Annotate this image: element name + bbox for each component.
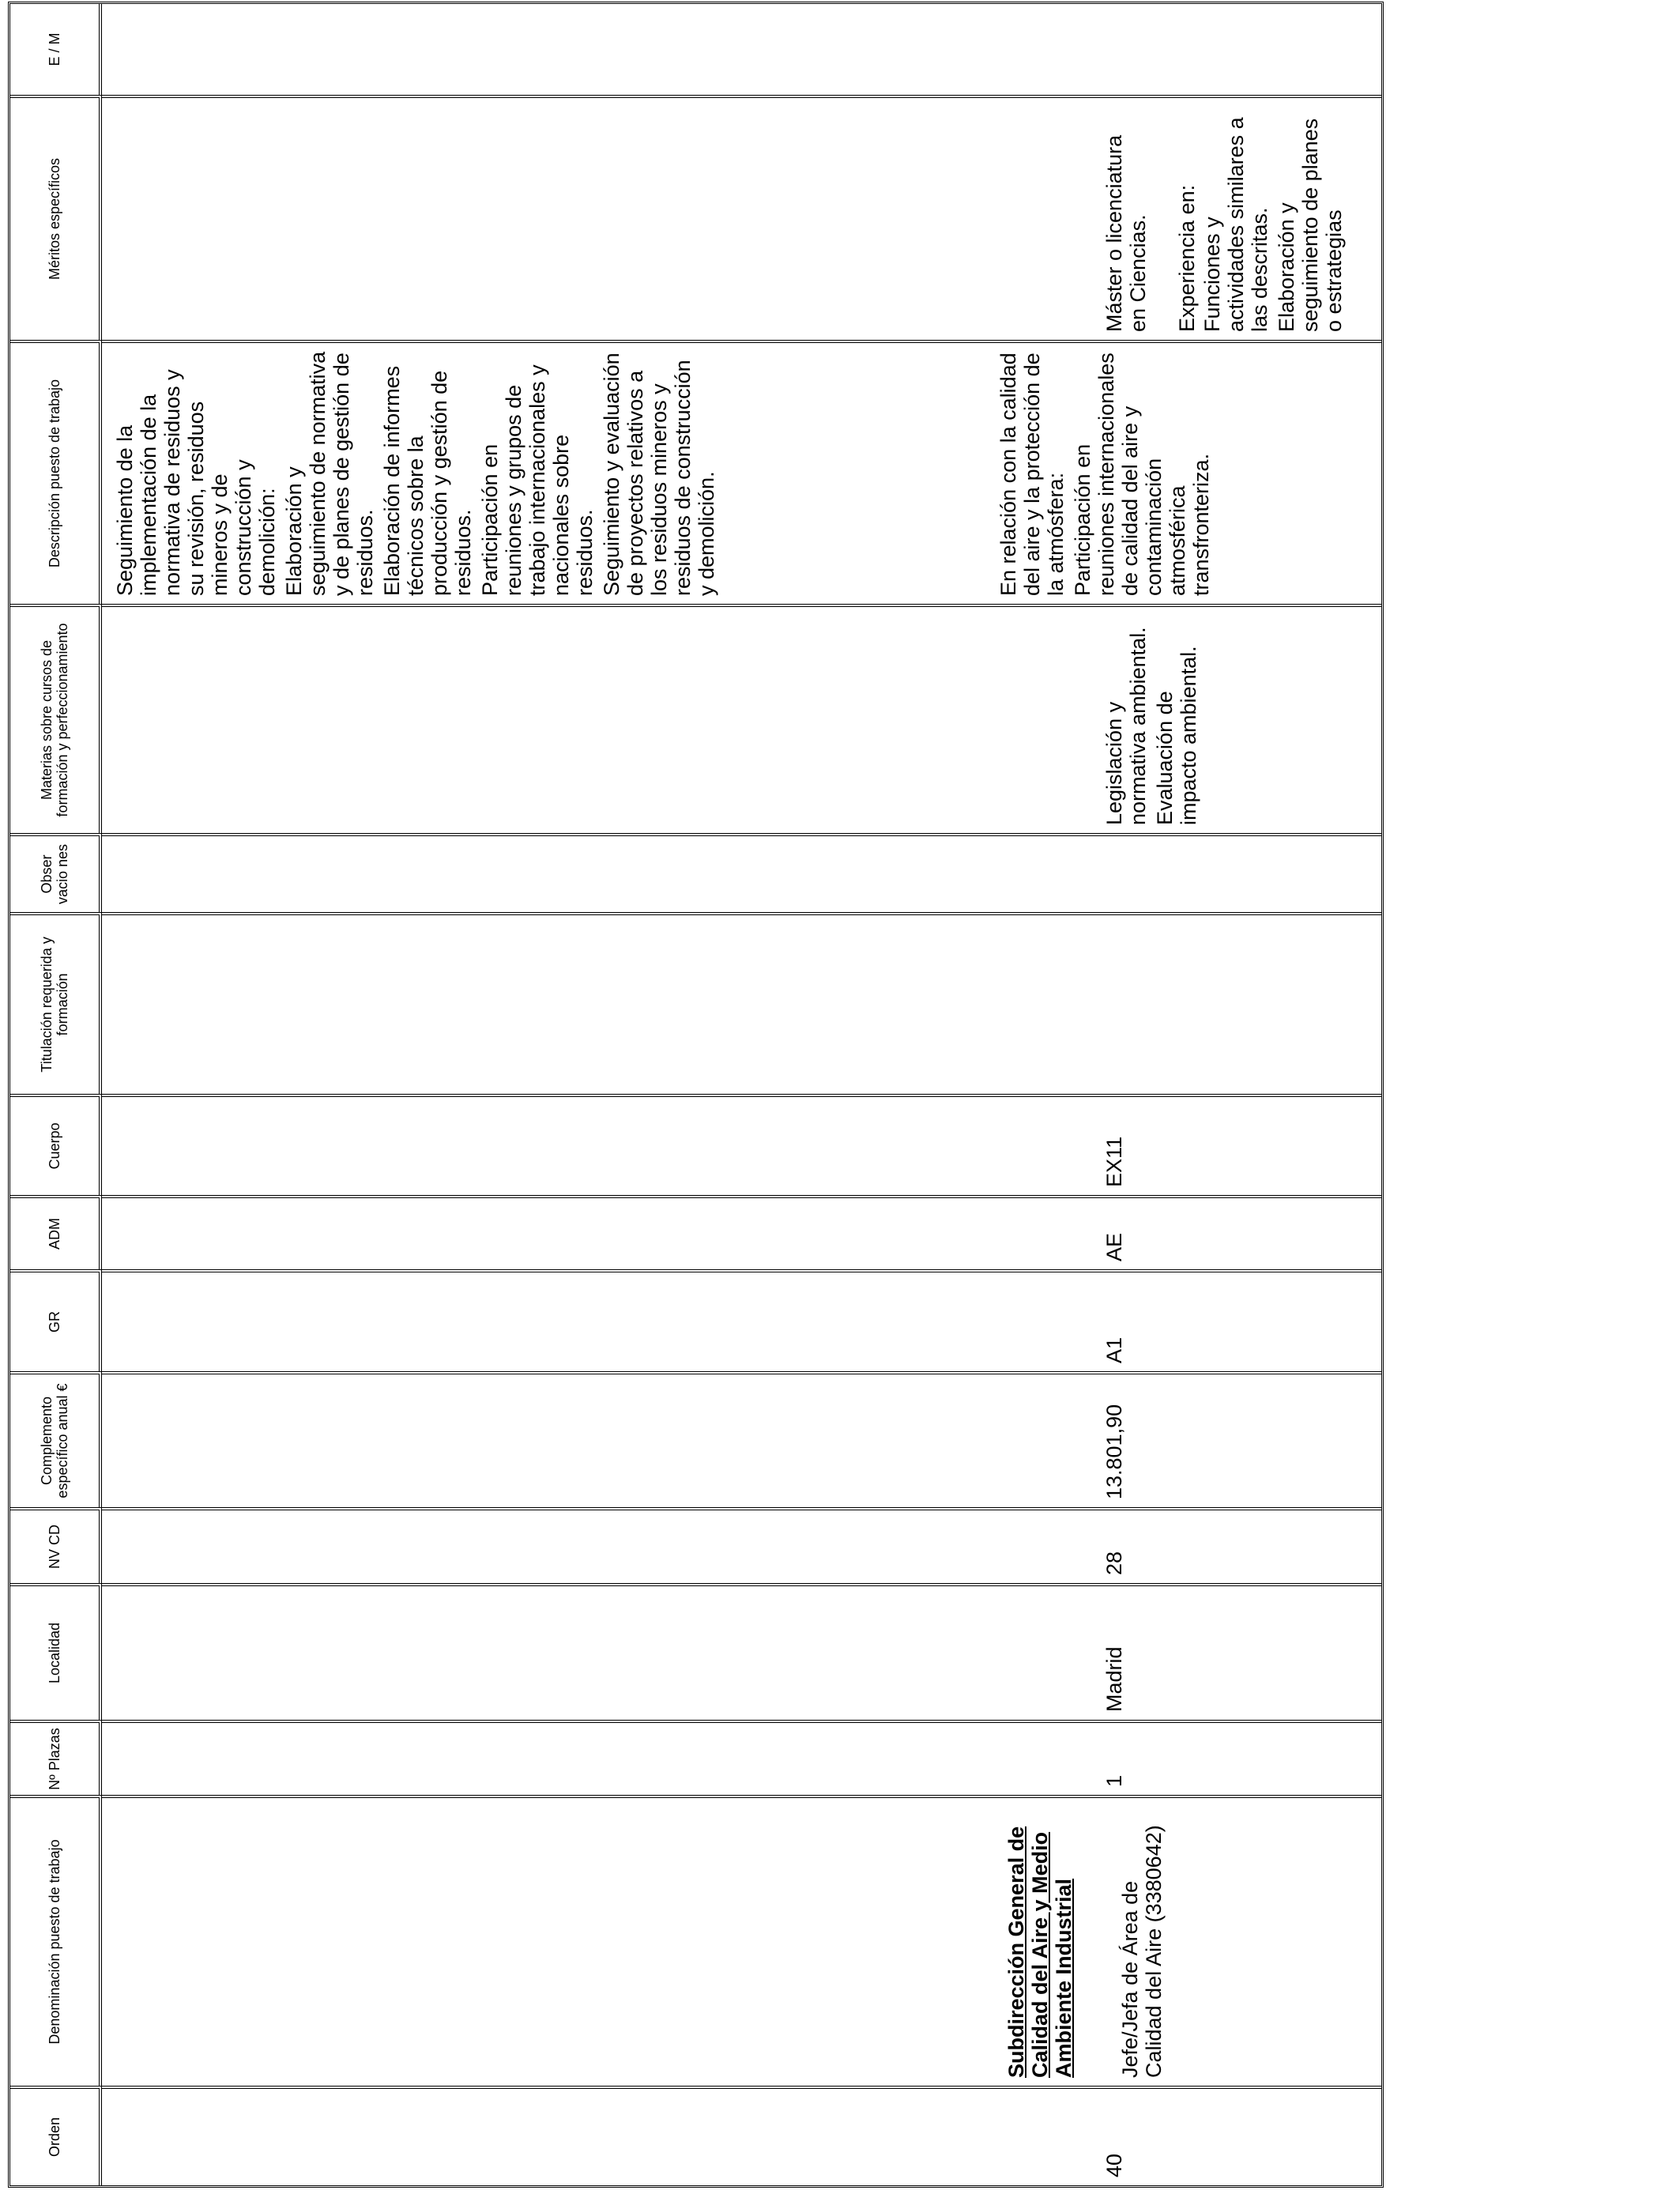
cell-em xyxy=(102,4,1381,95)
header-nv-cd: NV CD xyxy=(10,1507,102,1583)
cell-observaciones xyxy=(102,833,1381,912)
plazas-value: 1 xyxy=(1102,1774,1126,1787)
cell-materias xyxy=(102,604,1381,833)
header-materias: Materias sobre cursos de formación y perfeccionamiento xyxy=(10,604,102,833)
descripcion-list xyxy=(995,343,1213,604)
header-gr: GR xyxy=(10,1269,102,1371)
meritos-list xyxy=(1199,98,1346,340)
header-denominacion: Denominación puesto de trabajo xyxy=(10,1795,102,2086)
cell-denominacion xyxy=(102,1795,1381,2086)
materias-list xyxy=(1101,607,1200,833)
cell-nv-cd xyxy=(102,1507,1381,1583)
table-row xyxy=(102,4,1381,2185)
meritos-experiencia: Experiencia en: xyxy=(1175,184,1199,332)
gr-value: A1 xyxy=(1102,1336,1126,1363)
descripcion-item: Participación en reuniones y grupos de trabajo internacionales y nacionales sobre residuos. xyxy=(478,364,597,596)
header-complemento: Complemento específico anual € xyxy=(10,1371,102,1507)
descripcion-item: Seguimiento de la implementación de la normativa de residuos y su revisión, residuos mineros y de construcción y demolición: xyxy=(113,369,279,596)
meritos-item: Funciones y actividades similares a las descritas. xyxy=(1200,117,1271,332)
cell-cuerpo xyxy=(102,1094,1381,1195)
titulacion-value xyxy=(1101,915,1102,1094)
materias-item: Evaluación de impacto ambiental. xyxy=(1153,646,1200,825)
meritos-titulo: Máster o licenciatura en Ciencias. xyxy=(1102,134,1150,332)
job-positions-table xyxy=(8,2,1384,2188)
descripcion-continuation xyxy=(111,343,718,604)
cell-complemento xyxy=(102,1371,1381,1507)
localidad-value: Madrid xyxy=(1102,1646,1126,1712)
observaciones-value xyxy=(1101,836,1102,912)
cell-localidad xyxy=(102,1583,1381,1720)
meritos-item: Elaboración y seguimiento de planes o estrategias xyxy=(1275,118,1346,332)
header-row xyxy=(10,4,102,2185)
denominacion-value: Jefe/Jefa de Área de Calidad del Aire (3380642) xyxy=(1118,1825,1166,2078)
descripcion-item: Seguimiento y evaluación de proyectos relativos a los residuos mineros y residuos de construcción y demolición. xyxy=(600,352,718,596)
cell-orden xyxy=(102,2086,1381,2185)
header-plazas: Nº Plazas xyxy=(10,1720,102,1795)
descripcion-item: En relación con la calidad del aire y la protección de la atmósfera: xyxy=(996,352,1068,596)
descripcion-item: Elaboración de informes técnicos sobre la producción y gestión de residuos. xyxy=(380,365,475,596)
orden-value: 40 xyxy=(1102,2153,1126,2177)
cell-descripcion xyxy=(102,340,1381,604)
header-meritos: Méritos específicos xyxy=(10,95,102,340)
em-value xyxy=(1101,4,1102,95)
nv-cd-value: 28 xyxy=(1102,1551,1126,1575)
header-localidad: Localidad xyxy=(10,1583,102,1720)
header-observaciones: Obser vacio nes xyxy=(10,833,102,912)
descripcion-item: Elaboración y seguimiento de normativa y de planes de gestión de residuos. xyxy=(282,351,377,596)
cell-adm xyxy=(102,1195,1381,1269)
cell-meritos xyxy=(102,95,1381,340)
materias-item: Legislación y normativa ambiental. xyxy=(1102,627,1150,825)
header-em: E / M xyxy=(10,4,102,95)
header-titulacion: Titulación requerida y formación xyxy=(10,912,102,1094)
descripcion-item: Participación en reuniones internacionales de calidad del aire y contaminación atmosférica transfronteriza. xyxy=(1071,352,1213,596)
cell-plazas xyxy=(102,1720,1381,1795)
cell-gr xyxy=(102,1269,1381,1371)
header-adm: ADM xyxy=(10,1195,102,1269)
cell-titulacion xyxy=(102,912,1381,1094)
header-orden: Orden xyxy=(10,2086,102,2185)
subdireccion-heading: Subdirección General de Calidad del Aire y Medio Ambiente Industrial xyxy=(1004,1826,1075,2078)
complemento-value: 13.801,90 xyxy=(1102,1404,1126,1499)
adm-value: AE xyxy=(1102,1232,1126,1261)
header-descripcion: Descripción puesto de trabajo xyxy=(10,340,102,604)
header-cuerpo: Cuerpo xyxy=(10,1094,102,1195)
cuerpo-value: EX11 xyxy=(1102,1136,1126,1187)
